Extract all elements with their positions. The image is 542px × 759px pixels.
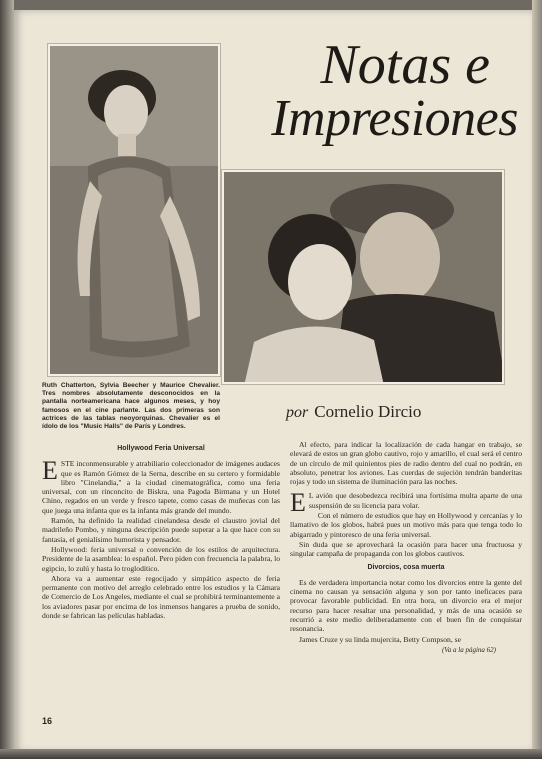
page-number: 16	[42, 716, 53, 726]
paragraph: Es de verdadera importancia notar como los divorcios entre la gente del cinema no causan ya sensación alguna y son por tanto ineficaces para provocar favorable publicidad. En otra hora, un divorcio era el mejor recurso para hacer resaltar una personalidad, y más de una ocasión se recurrió a este medio deliberadamente con el buen fin de conquistar resonancia.	[290, 577, 522, 634]
paragraph	[42, 456, 280, 515]
photo-couple	[222, 170, 504, 384]
section-heading-hollywood: Hollywood Feria Universal	[117, 445, 205, 452]
title-line-2: Impresiones	[271, 90, 518, 147]
paragraph: Hollywood: feria universal o convención de los estilos de arquitectura. Presidente de la asamblea: lo español. Pero piden con frecuencia la palabra, lo egipcio, lo zulú y hasta lo troglodítico.	[42, 544, 280, 573]
paragraph	[290, 488, 522, 518]
title-line-1: Notas e	[320, 34, 490, 96]
left-text-column	[42, 440, 280, 621]
paragraph: Ramón, ha definido la realidad cinelandesa desde el claustro jovial del madrileño Pombo, y ninguna descripción puede superar a la que hace con su fantasía, el genialísimo humorista y pensador.	[42, 516, 280, 544]
book-binding-left	[0, 0, 14, 759]
paragraph-text: STE inconmensurable y atrabiliario coleccionador de imágenes audaces que es Ramón Gómez de la Serna, describe en su certero y formidable libro "Cinelandia," a la ciudad cinematográfica, como una feria universal, con un rinconcito de Biskra, una Pagoda Birmana y un Hotel Chino, regados en un verde y fresco tapete, como casas de muñecas con las que juega una infanta que es la infanta más grande del mundo.	[42, 459, 280, 515]
right-text-column	[290, 440, 522, 655]
drop-cap: E	[42, 456, 58, 486]
article-title	[266, 34, 518, 147]
paragraph: James Cruze y su linda mujercita, Betty Compson, se	[299, 634, 461, 644]
continued-note: (Va a la página 62)	[441, 645, 496, 654]
section-heading-divorcios: Divorcios, cosa muerta	[367, 563, 445, 571]
book-binding-right	[532, 0, 542, 759]
paragraph-text: L avión que desobedezca recibirá una fortísima multa aparte de una suspensión de su licencia para volar.	[308, 491, 522, 510]
byline-author: Cornelio Dircio	[314, 402, 422, 421]
paragraph: Ahora va a aumentar este regocijado y simpático aspecto de feria permanente con motivo del arreglo celebrado entre los estudios y la Cámara de Comercio de Los Angeles, mediante el cual se prohibirá terminantemente a los aviadores pasar por encima de los inmensos hangares a prueba de sonido, donde se fabrican las películas habladas.	[42, 573, 280, 621]
woman-photo-illustration	[50, 46, 220, 376]
paragraph: Sin duda que se aprovechará la ocasión para hacer una fructuosa y singular campaña de propaganda con los globos cautivos.	[290, 539, 522, 559]
byline	[286, 402, 518, 422]
paragraph: Al efecto, para indicar la localización de cada hangar en trabajo, se elevará de estos un gran globo cautivo, rojo y amarillo, el cual será el centro de un círculo de mil quinientos pies de radio dentro del cual no podrán, en absoluto, penetrar los aviones. Las cuerdas de sujeción tendrán banderitas rojas y todo un sistema de iluminación para las noches.	[290, 440, 522, 487]
photo-woman-portrait	[48, 44, 220, 376]
couple-photo-illustration	[224, 172, 504, 384]
byline-prefix: por	[286, 404, 309, 421]
drop-cap: E	[290, 488, 306, 518]
paragraph: Con el número de estudios que hay en Hollywood y cercanías y lo llamativo de los globos, habrá pues un motivo más para que tenga todo lo abigarrado y pintoresco de una feria universal.	[290, 511, 522, 539]
photo-caption: Ruth Chatterton, Sylvia Beecher y Maurice Chevalier. Tres nombres absolutamente desconocidos en la pantalla norteamericana hace algunos meses, y hoy famosos en el cine parlante. Las dos primeras son actrices de las tablas neoyorquinas. Chevalier es el ídolo de los "Music Halls" de París y Londres.	[42, 382, 220, 431]
book-bottom-edge	[0, 749, 542, 759]
